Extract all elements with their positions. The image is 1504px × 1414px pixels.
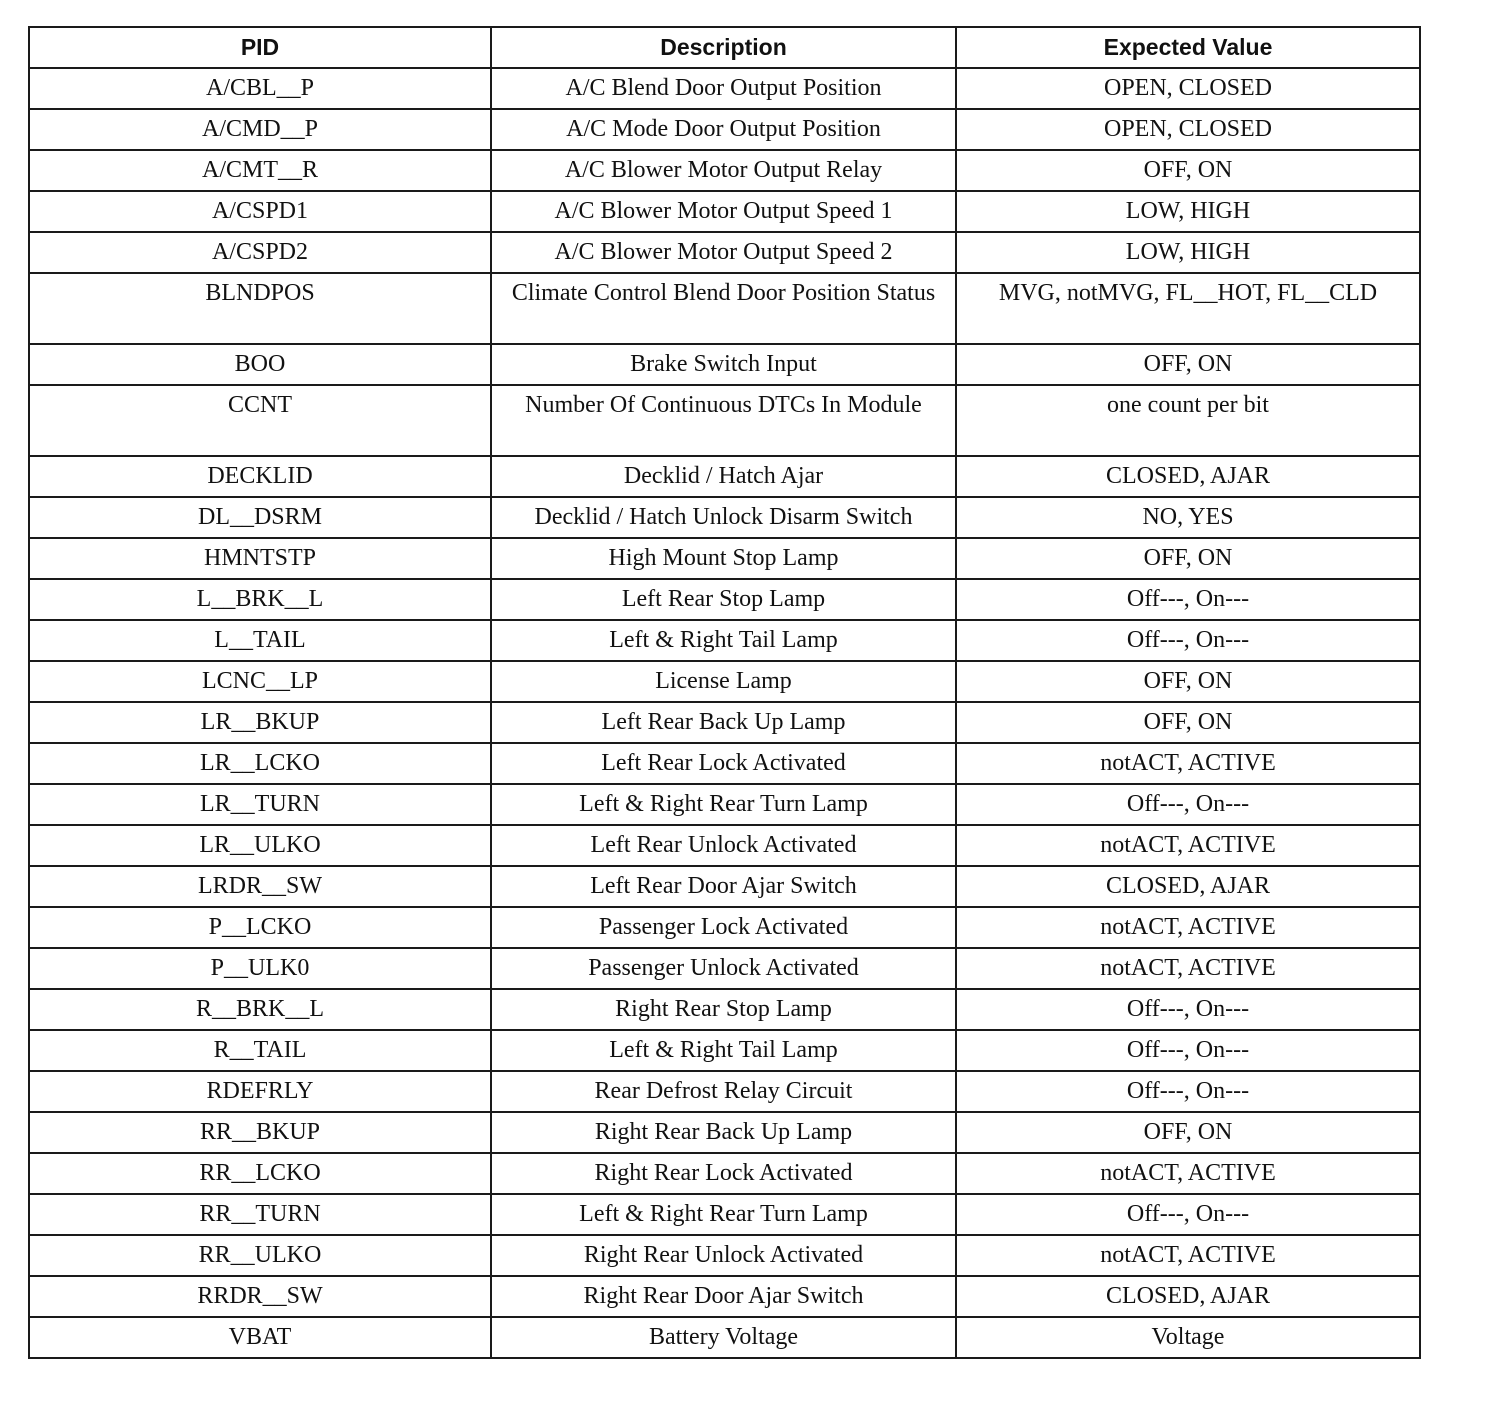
table-row (29, 989, 1420, 1030)
expected-value-cell: notACT, ACTIVE (956, 907, 1420, 948)
pid-cell: A/CSPD1 (29, 191, 491, 232)
pid-cell: R__BRK__L (29, 989, 491, 1030)
description-cell: Left & Right Tail Lamp (491, 1030, 956, 1071)
expected-value-cell: notACT, ACTIVE (956, 1235, 1420, 1276)
expected-value-cell: Off---, On--- (956, 784, 1420, 825)
table-row (29, 191, 1420, 232)
description-cell: High Mount Stop Lamp (491, 538, 956, 579)
expected-value-cell: notACT, ACTIVE (956, 743, 1420, 784)
table-row (29, 784, 1420, 825)
description-cell: Right Rear Door Ajar Switch (491, 1276, 956, 1317)
expected-value-cell: CLOSED, AJAR (956, 866, 1420, 907)
table-row (29, 1276, 1420, 1317)
description-cell: Climate Control Blend Door Position Status (491, 273, 956, 344)
pid-cell: RDEFRLY (29, 1071, 491, 1112)
expected-value-cell: CLOSED, AJAR (956, 1276, 1420, 1317)
pid-cell: BOO (29, 344, 491, 385)
expected-value-cell: Off---, On--- (956, 989, 1420, 1030)
table-row (29, 150, 1420, 191)
description-cell: A/C Blower Motor Output Speed 1 (491, 191, 956, 232)
description-cell: License Lamp (491, 661, 956, 702)
expected-value-cell: OFF, ON (956, 661, 1420, 702)
table-row (29, 497, 1420, 538)
description-cell: A/C Blend Door Output Position (491, 68, 956, 109)
expected-value-cell: OFF, ON (956, 344, 1420, 385)
header-row (29, 27, 1420, 68)
pid-cell: BLNDPOS (29, 273, 491, 344)
description-cell: A/C Blower Motor Output Relay (491, 150, 956, 191)
table-header (29, 27, 1420, 68)
table-row (29, 1194, 1420, 1235)
expected-value-cell: OFF, ON (956, 538, 1420, 579)
description-cell: Left & Right Rear Turn Lamp (491, 784, 956, 825)
pid-cell: RR__TURN (29, 1194, 491, 1235)
expected-value-cell: OFF, ON (956, 1112, 1420, 1153)
pid-cell: LCNC__LP (29, 661, 491, 702)
table-row (29, 1112, 1420, 1153)
description-cell: Brake Switch Input (491, 344, 956, 385)
expected-value-cell: OPEN, CLOSED (956, 68, 1420, 109)
pid-cell: L__TAIL (29, 620, 491, 661)
table-row (29, 1235, 1420, 1276)
table-row (29, 948, 1420, 989)
table-row (29, 661, 1420, 702)
pid-cell: LR__ULKO (29, 825, 491, 866)
pid-cell: RR__ULKO (29, 1235, 491, 1276)
expected-value-cell: notACT, ACTIVE (956, 825, 1420, 866)
description-cell: A/C Mode Door Output Position (491, 109, 956, 150)
header-description: Description (491, 27, 956, 68)
description-cell: A/C Blower Motor Output Speed 2 (491, 232, 956, 273)
table-row (29, 456, 1420, 497)
pid-cell: DL__DSRM (29, 497, 491, 538)
table-row (29, 109, 1420, 150)
pid-cell: LR__LCKO (29, 743, 491, 784)
expected-value-cell: Off---, On--- (956, 579, 1420, 620)
description-cell: Right Rear Unlock Activated (491, 1235, 956, 1276)
expected-value-cell: CLOSED, AJAR (956, 456, 1420, 497)
table-row (29, 907, 1420, 948)
pid-cell: A/CBL__P (29, 68, 491, 109)
table-row (29, 538, 1420, 579)
header-pid: PID (29, 27, 491, 68)
pid-cell: A/CMD__P (29, 109, 491, 150)
pid-cell: A/CSPD2 (29, 232, 491, 273)
table-row (29, 620, 1420, 661)
pid-cell: R__TAIL (29, 1030, 491, 1071)
description-cell: Left Rear Door Ajar Switch (491, 866, 956, 907)
description-cell: Number Of Continuous DTCs In Module (491, 385, 956, 456)
description-cell: Rear Defrost Relay Circuit (491, 1071, 956, 1112)
description-cell: Left Rear Back Up Lamp (491, 702, 956, 743)
header-expected-value: Expected Value (956, 27, 1420, 68)
pid-cell: VBAT (29, 1317, 491, 1358)
expected-value-cell: Off---, On--- (956, 620, 1420, 661)
expected-value-cell: MVG, notMVG, FL__HOT, FL__CLD (956, 273, 1420, 344)
table-row (29, 825, 1420, 866)
description-cell: Left Rear Stop Lamp (491, 579, 956, 620)
description-cell: Decklid / Hatch Ajar (491, 456, 956, 497)
table-row (29, 385, 1420, 456)
pid-cell: DECKLID (29, 456, 491, 497)
description-cell: Right Rear Lock Activated (491, 1153, 956, 1194)
expected-value-cell: Off---, On--- (956, 1194, 1420, 1235)
pid-cell: RRDR__SW (29, 1276, 491, 1317)
description-cell: Left & Right Rear Turn Lamp (491, 1194, 956, 1235)
expected-value-cell: OFF, ON (956, 150, 1420, 191)
description-cell: Passenger Lock Activated (491, 907, 956, 948)
table-row (29, 1153, 1420, 1194)
pid-cell: LR__TURN (29, 784, 491, 825)
table-body (29, 68, 1420, 1358)
pid-cell: RR__LCKO (29, 1153, 491, 1194)
description-cell: Decklid / Hatch Unlock Disarm Switch (491, 497, 956, 538)
table-row (29, 68, 1420, 109)
pid-cell: RR__BKUP (29, 1112, 491, 1153)
description-cell: Battery Voltage (491, 1317, 956, 1358)
expected-value-cell: one count per bit (956, 385, 1420, 456)
pid-cell: L__BRK__L (29, 579, 491, 620)
pid-cell: P__ULK0 (29, 948, 491, 989)
pid-cell: LRDR__SW (29, 866, 491, 907)
description-cell: Left & Right Tail Lamp (491, 620, 956, 661)
description-cell: Right Rear Back Up Lamp (491, 1112, 956, 1153)
expected-value-cell: notACT, ACTIVE (956, 948, 1420, 989)
table-row (29, 579, 1420, 620)
pid-table (28, 26, 1421, 1359)
table-row (29, 232, 1420, 273)
pid-cell: HMNTSTP (29, 538, 491, 579)
description-cell: Passenger Unlock Activated (491, 948, 956, 989)
pid-cell: P__LCKO (29, 907, 491, 948)
pid-cell: LR__BKUP (29, 702, 491, 743)
table-row (29, 743, 1420, 784)
expected-value-cell: LOW, HIGH (956, 191, 1420, 232)
table-row (29, 273, 1420, 344)
table-row (29, 702, 1420, 743)
expected-value-cell: OFF, ON (956, 702, 1420, 743)
expected-value-cell: notACT, ACTIVE (956, 1153, 1420, 1194)
description-cell: Left Rear Lock Activated (491, 743, 956, 784)
table-row (29, 1030, 1420, 1071)
expected-value-cell: LOW, HIGH (956, 232, 1420, 273)
expected-value-cell: Off---, On--- (956, 1071, 1420, 1112)
description-cell: Left Rear Unlock Activated (491, 825, 956, 866)
table-row (29, 1071, 1420, 1112)
table-row (29, 344, 1420, 385)
expected-value-cell: Off---, On--- (956, 1030, 1420, 1071)
table-row (29, 866, 1420, 907)
table-row (29, 1317, 1420, 1358)
pid-cell: CCNT (29, 385, 491, 456)
pid-cell: A/CMT__R (29, 150, 491, 191)
expected-value-cell: Voltage (956, 1317, 1420, 1358)
expected-value-cell: NO, YES (956, 497, 1420, 538)
expected-value-cell: OPEN, CLOSED (956, 109, 1420, 150)
description-cell: Right Rear Stop Lamp (491, 989, 956, 1030)
